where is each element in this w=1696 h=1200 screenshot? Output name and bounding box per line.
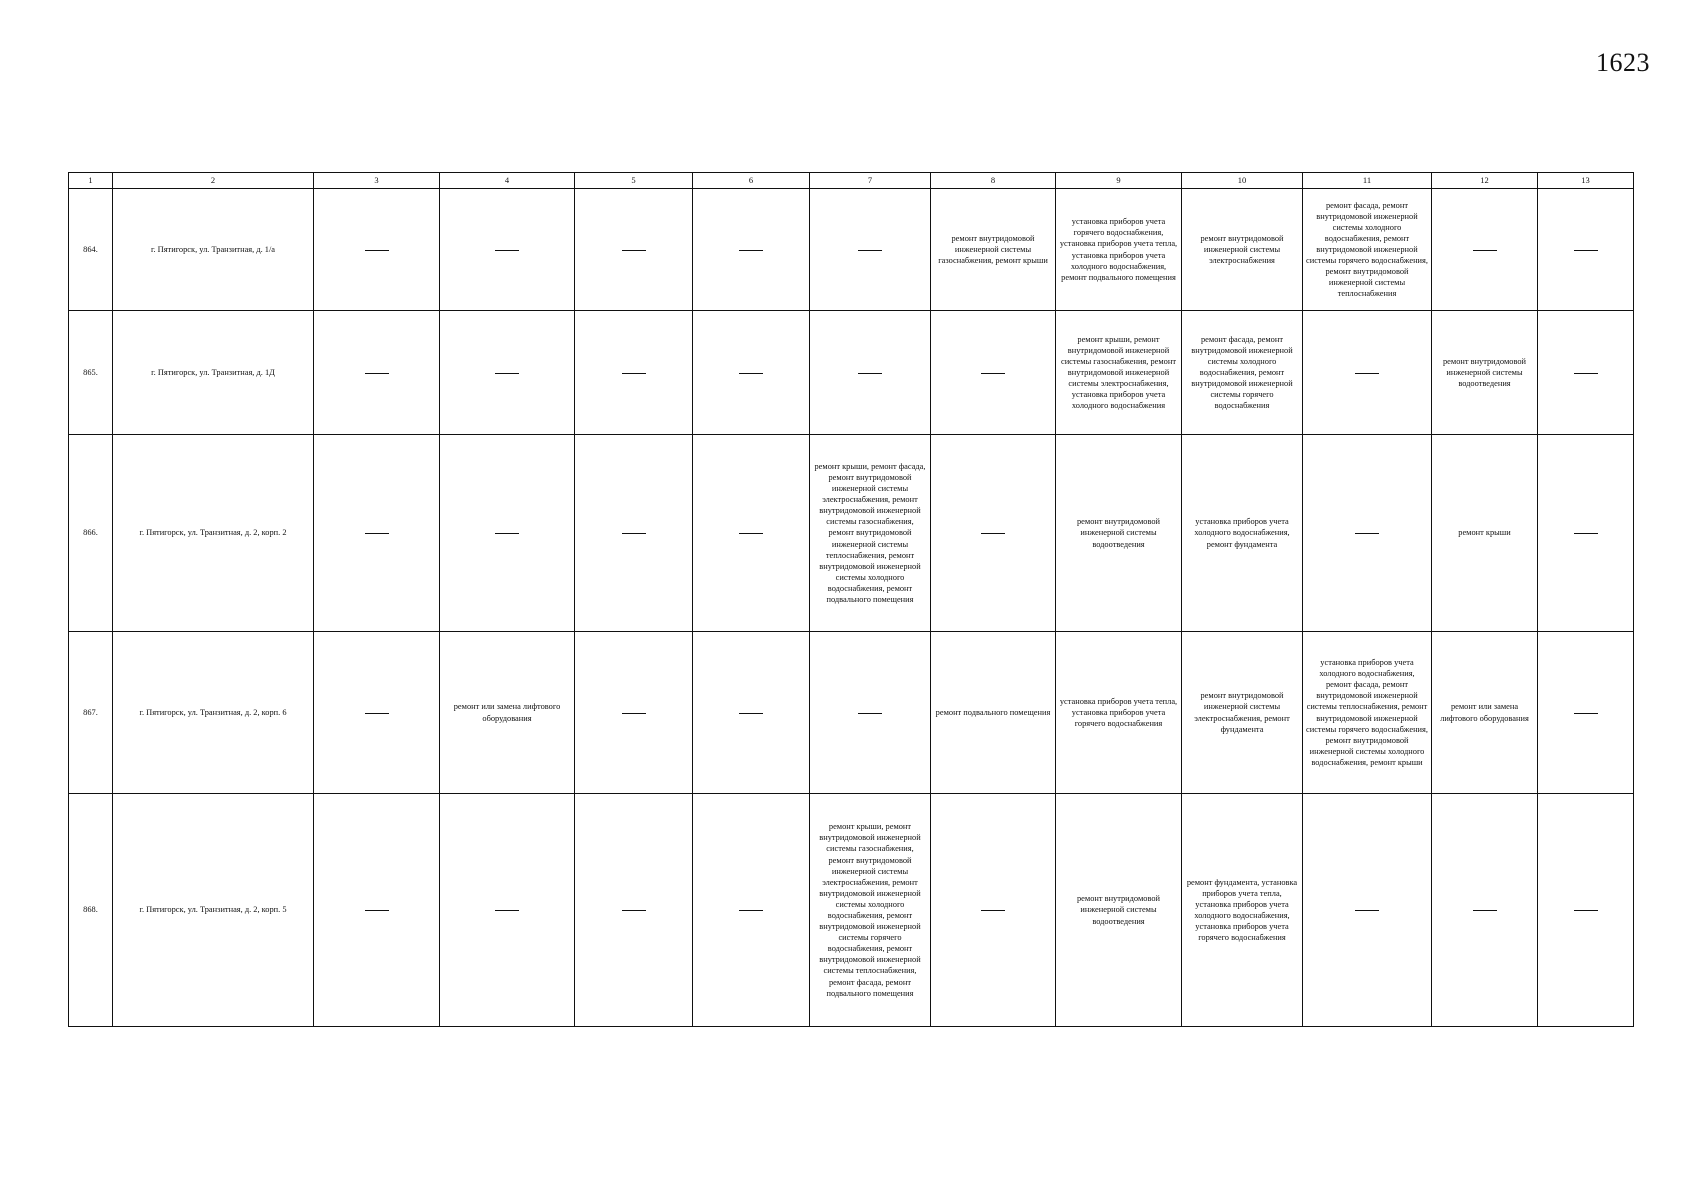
dash-mark: [1473, 910, 1497, 911]
work-cell: установка приборов учета холодного водоснабжения, ремонт фасада, ремонт внутридомовой инженерной системы теплоснабжения, ремонт внутридомовой инженерной системы горячего водоснабжения, ремонт внутридомовой инженерной системы холодного водоснабжения, ремонт крыши: [1303, 632, 1432, 794]
address-cell: г. Пятигорск, ул. Транзитная, д. 2, корп. 2: [113, 435, 314, 632]
dash-mark: [1574, 373, 1598, 374]
empty-cell: [575, 189, 693, 311]
dash-mark: [739, 373, 763, 374]
dash-mark: [622, 250, 646, 251]
row-number: 864.: [69, 189, 113, 311]
work-cell: ремонт фасада, ремонт внутридомовой инженерной системы холодного водоснабжения, ремонт внутридомовой инженерной системы горячего водоснабжения: [1182, 311, 1303, 435]
dash-mark: [1473, 250, 1497, 251]
row-number: 867.: [69, 632, 113, 794]
empty-cell: [575, 435, 693, 632]
empty-cell: [440, 189, 575, 311]
empty-cell: [693, 311, 810, 435]
work-cell: ремонт внутридомовой инженерной системы водоотведения: [1432, 311, 1538, 435]
empty-cell: [810, 632, 931, 794]
column-header: 10: [1182, 173, 1303, 189]
column-header: 2: [113, 173, 314, 189]
dash-mark: [365, 533, 389, 534]
empty-cell: [1538, 311, 1634, 435]
table-row: [69, 189, 1634, 311]
empty-cell: [1303, 794, 1432, 1027]
empty-cell: [810, 311, 931, 435]
dash-mark: [495, 250, 519, 251]
row-number: 865.: [69, 311, 113, 435]
work-cell: установка приборов учета тепла, установка приборов учета горячего водоснабжения: [1056, 632, 1182, 794]
empty-cell: [440, 435, 575, 632]
dash-mark: [365, 250, 389, 251]
work-cell: ремонт крыши, ремонт фасада, ремонт внутридомовой инженерной системы электроснабжения, ремонт внутридомовой инженерной системы газоснабжения, ремонт внутридомовой инженерной системы теплоснабжения, ремонт внутридомовой инженерной системы холодного водоснабжения, ремонт подвального помещения: [810, 435, 931, 632]
work-cell: ремонт крыши: [1432, 435, 1538, 632]
dash-mark: [858, 373, 882, 374]
empty-cell: [693, 794, 810, 1027]
table-row: [69, 435, 1634, 632]
capital-repair-table: [68, 172, 1634, 1027]
work-cell: ремонт фундамента, установка приборов учета тепла, установка приборов учета холодного водоснабжения, установка приборов учета горячего водоснабжения: [1182, 794, 1303, 1027]
column-header: 6: [693, 173, 810, 189]
empty-cell: [1538, 435, 1634, 632]
empty-cell: [1303, 435, 1432, 632]
work-cell: ремонт крыши, ремонт внутридомовой инженерной системы газоснабжения, ремонт внутридомовой инженерной системы электроснабжения, ремонт внутридомовой инженерной системы холодного водоснабжения, ремонт внутридомовой инженерной системы горячего водоснабжения, ремонт внутридомовой инженерной системы теплоснабжения, ремонт фасада, ремонт подвального помещения: [810, 794, 931, 1027]
work-cell: ремонт фасада, ремонт внутридомовой инженерной системы холодного водоснабжения, ремонт внутридомовой инженерной системы горячего водоснабжения, ремонт внутридомовой инженерной системы теплоснабжения: [1303, 189, 1432, 311]
page-number: 1623: [1596, 48, 1650, 77]
header-row: [69, 173, 1634, 189]
dash-mark: [739, 533, 763, 534]
dash-mark: [858, 713, 882, 714]
table-row: [69, 794, 1634, 1027]
column-header: 9: [1056, 173, 1182, 189]
dash-mark: [495, 533, 519, 534]
table-row: [69, 632, 1634, 794]
dash-mark: [622, 533, 646, 534]
empty-cell: [440, 311, 575, 435]
work-cell: установка приборов учета горячего водоснабжения, установка приборов учета тепла, установка приборов учета холодного водоснабжения, ремонт подвального помещения: [1056, 189, 1182, 311]
empty-cell: [314, 189, 440, 311]
dash-mark: [739, 910, 763, 911]
empty-cell: [575, 311, 693, 435]
dash-mark: [858, 250, 882, 251]
empty-cell: [575, 632, 693, 794]
dash-mark: [1574, 533, 1598, 534]
empty-cell: [1303, 311, 1432, 435]
column-header: 5: [575, 173, 693, 189]
dash-mark: [365, 910, 389, 911]
column-header: 4: [440, 173, 575, 189]
empty-cell: [931, 311, 1056, 435]
work-cell: ремонт внутридомовой инженерной системы газоснабжения, ремонт крыши: [931, 189, 1056, 311]
column-header: 12: [1432, 173, 1538, 189]
empty-cell: [693, 435, 810, 632]
address-cell: г. Пятигорск, ул. Транзитная, д. 1/а: [113, 189, 314, 311]
work-cell: ремонт внутридомовой инженерной системы водоотведения: [1056, 794, 1182, 1027]
column-header: 11: [1303, 173, 1432, 189]
dash-mark: [1355, 910, 1379, 911]
work-cell: ремонт внутридомовой инженерной системы электроснабжения: [1182, 189, 1303, 311]
column-header: 8: [931, 173, 1056, 189]
dash-mark: [739, 250, 763, 251]
row-number: 868.: [69, 794, 113, 1027]
dash-mark: [739, 713, 763, 714]
empty-cell: [1538, 189, 1634, 311]
dash-mark: [495, 910, 519, 911]
dash-mark: [1355, 533, 1379, 534]
empty-cell: [314, 632, 440, 794]
table-row: [69, 311, 1634, 435]
dash-mark: [981, 533, 1005, 534]
work-cell: ремонт внутридомовой инженерной системы водоотведения: [1056, 435, 1182, 632]
empty-cell: [314, 311, 440, 435]
empty-cell: [693, 189, 810, 311]
dash-mark: [622, 713, 646, 714]
empty-cell: [314, 435, 440, 632]
work-cell: ремонт крыши, ремонт внутридомовой инженерной системы газоснабжения, ремонт внутридомовой инженерной системы электроснабжения, установка приборов учета холодного водоснабжения: [1056, 311, 1182, 435]
empty-cell: [693, 632, 810, 794]
empty-cell: [1432, 189, 1538, 311]
empty-cell: [440, 794, 575, 1027]
empty-cell: [1538, 794, 1634, 1027]
work-cell: ремонт или замена лифтового оборудования: [1432, 632, 1538, 794]
dash-mark: [981, 373, 1005, 374]
empty-cell: [314, 794, 440, 1027]
address-cell: г. Пятигорск, ул. Транзитная, д. 2, корп. 5: [113, 794, 314, 1027]
column-header: 1: [69, 173, 113, 189]
column-header: 13: [1538, 173, 1634, 189]
dash-mark: [365, 713, 389, 714]
empty-cell: [931, 435, 1056, 632]
dash-mark: [981, 910, 1005, 911]
empty-cell: [810, 189, 931, 311]
empty-cell: [1432, 794, 1538, 1027]
work-cell: ремонт внутридомовой инженерной системы электроснабжения, ремонт фундамента: [1182, 632, 1303, 794]
dash-mark: [622, 373, 646, 374]
dash-mark: [622, 910, 646, 911]
column-header: 7: [810, 173, 931, 189]
dash-mark: [495, 373, 519, 374]
dash-mark: [1355, 373, 1379, 374]
address-cell: г. Пятигорск, ул. Транзитная, д. 1Д: [113, 311, 314, 435]
row-number: 866.: [69, 435, 113, 632]
address-cell: г. Пятигорск, ул. Транзитная, д. 2, корп. 6: [113, 632, 314, 794]
work-cell: ремонт подвального помещения: [931, 632, 1056, 794]
empty-cell: [931, 794, 1056, 1027]
dash-mark: [1574, 713, 1598, 714]
dash-mark: [1574, 910, 1598, 911]
empty-cell: [575, 794, 693, 1027]
dash-mark: [365, 373, 389, 374]
work-cell: установка приборов учета холодного водоснабжения, ремонт фундамента: [1182, 435, 1303, 632]
column-header: 3: [314, 173, 440, 189]
work-cell: ремонт или замена лифтового оборудования: [440, 632, 575, 794]
dash-mark: [1574, 250, 1598, 251]
empty-cell: [1538, 632, 1634, 794]
